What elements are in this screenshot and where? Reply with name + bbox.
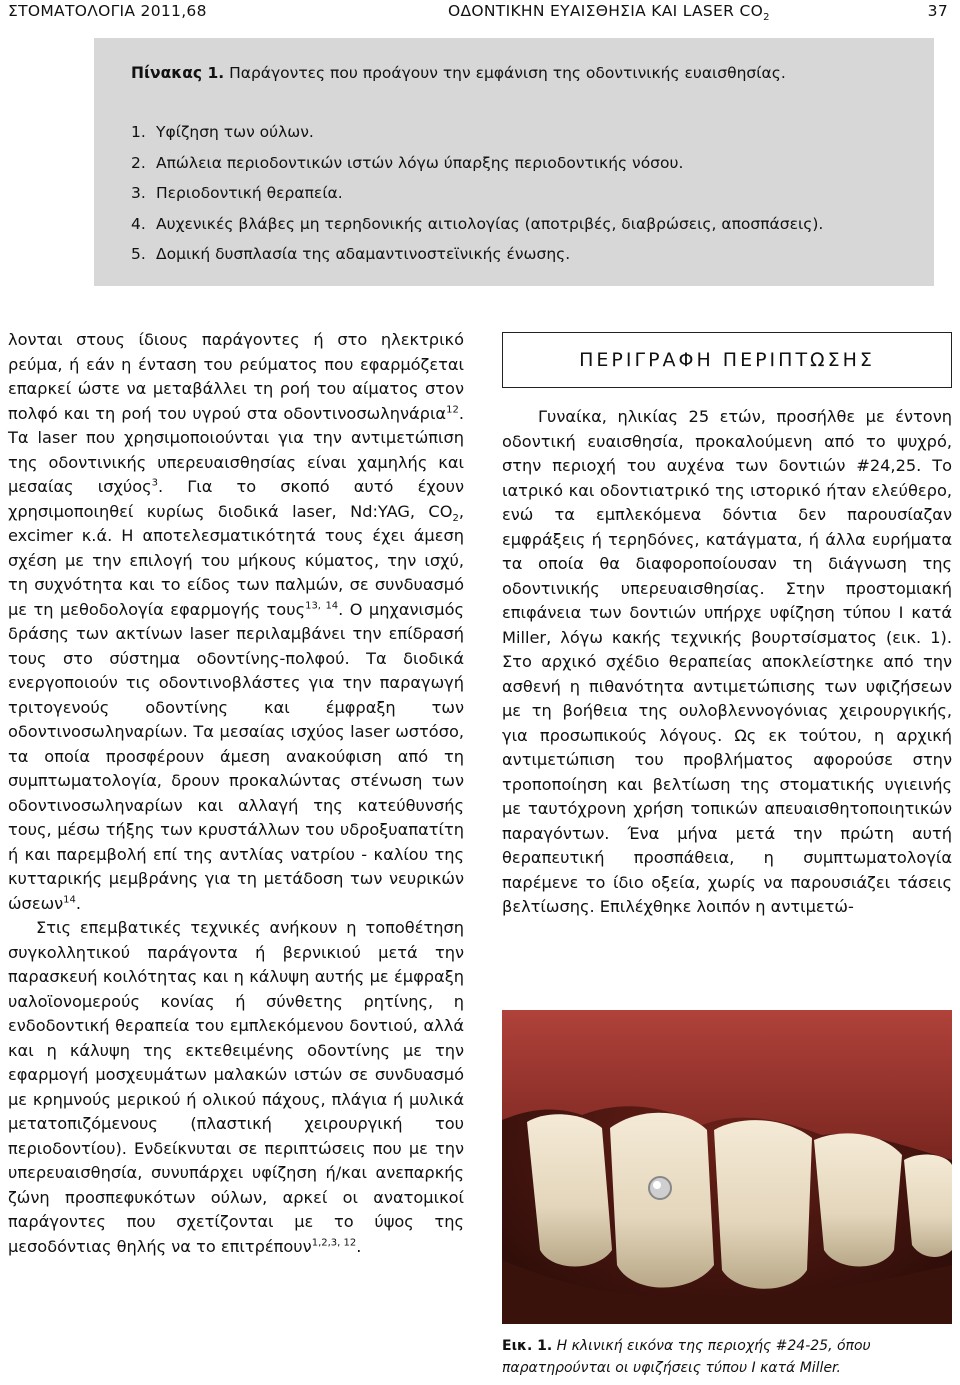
page-header [8, 2, 948, 24]
composite-marker [649, 1177, 671, 1199]
table-label: Πίνακας 1. [131, 64, 225, 82]
journal-name: ΣΤΟΜΑΤΟΛΟΓΙΑ 2011,68 [8, 2, 207, 20]
section-title: ΠΕΡΙΓΡΑΦΗ ΠΕΡΙΠΤΩΣΗΣ [579, 349, 875, 371]
tooth-shape [610, 1113, 714, 1288]
paragraph: Στις επεμβατικές τεχνικές ανήκουν η τοποθέτηση συγκολλητικού παράγοντα ή βερνικιού μετά την παρασκευή κοιλότητας και η κάλυψη αυτής με έμφραξη υαλοϊονομερούς κονίας ή σύνθετης ρητίνης, η ενδοδοντική θεραπεία του εμπλεκόμενου δοντιού, αλλά και η κάλυψη της εκτεθειμένης οδοντίνης με την εφαρμογή μοσχευμάτων μαλακών ιστών σε συνδυασμό με κρημνούς μερικού ή ολικού πάχους, πλάγια ή μυλικά μετατοπιζόμενους (πλαστική χειρουργική του περιοδοντίου). Ενδείκνυται σε περιπτώσεις που με την υπερευαισθησία, συνυπάρχει υφίζηση ή/και ανεπαρκής ζώνη προσπεφυκότων ούλων, αρκεί οι ανατομικοί παράγοντες που σχετίζονται με το ύψος της μεσοδόντιας θηλής να το επιτρέπουν$^{1,2,3, 12}$. [8, 918, 464, 1256]
clinical-photo-illustration [502, 1010, 952, 1324]
paragraph: λονται στους ίδιους παράγοντες ή στο ηλεκτρικό ρεύμα, ή εάν η ένταση του ρεύματος που εφαρμόζεται επαρκεί ώστε να μεταβάλλει τη ροή του αίματος στον πολφό και τη ροή του υγρού στα οδοντινοσωληνάρια$^{12}$. Τα laser που χρησιμοποιούνται για την αντιμετώπιση της οδοντινικής υπερευαισθησίας είναι χαμηλής και μεσαίας ισχύος$^3$. Για το σκοπό αυτό έχουν χρησιμοποιηθεί κυρίως διοδικά laser, Nd:YAG, $CO_2$, excimer κ.ά. Η αποτελεσματικότητά τους έχει άμεση σχέση με την επιλογή του μήκους κύματος, την ισχύ, τη συχνότητα και το είδος των παλμών, σε συνδυασμό με τη μεθοδολογία εφαρμογής τους$^{13, 14}$. Ο μηχανισμός δράσης των ακτίνων laser περιλαμβάνει την επίδρασή τους στο σύστημα οδοντίνης-πολφού. Τα διοδικά ενεργοποιούν τις οδοντινοβλάστες για την παραγωγή τριτογενούς οδοντίνης και έμφραξη των οδοντινοσωληναρίων. Τα μεσαίας ισχύος laser ωστόσο, τα οποία προσφέρουν άμεση ανακούφιση από τη συμπτωματολογία, δρουν προκαλώντας στένωση των οδοντινοσωληναρίων και αλλαγή της κατεύθυνσής τους, μέσω τήξης των κρυστάλλων του υδροξυαπατίτη ή και παρεμβολή επί της αντλίας νατρίου - καλίου της κυτταρικής μεμβράνης για τη μετάδοση των νευρικών ώσεων$^{14}$. [8, 330, 464, 913]
running-title: ΟΔΟΝΤΙΚΗΝ ΕΥΑΙΣΘΗΣΙΑ ΚΑΙ LASER $CO_2$ [448, 2, 770, 24]
paragraph: Γυναίκα, ηλικίας 25 ετών, προσήλθε με έντονη οδοντική ευαισθησία, προκαλούμενη από το ψυχρό, στην περιοχή του αυχένα των δοντιών #24,25. Το ιατρικό και οδοντιατρικό της ιστορικό ήταν ελεύθερο, ενώ τα εμπλεκόμενα δόντια δεν παρουσίαζαν εμφράξεις ή τερηδόνες, κατάγματα, ή άλλα ευρήματα τα οποία θα διαφοροποίουσαν τη διάγνωση της οδοντινικής υπερευαισθησίας. Στην προστομιακή επιφάνεια των δοντιών υπήρχε υφίζηση τύπου I κατά Miller, λόγω κακής τεχνικής βουρτσίσματος (εικ. 1). Στο αρχικό σχέδιο θεραπείας αποκλείστηκε από την ασθενή η πιθανότητα αντιμετώπισης των υφιζήσεων με τη βοήθεια της ουλοβλεννογόνιας χειρουργικής, για προσωπικούς λόγους. Ως εκ τούτου, η αρχική αντιμετώπιση του προβλήματος αφορούσε στην τροποποίηση και βελτίωση της στοματικής υγιεινής με ταυτόχρονη χρήση τοπικών απευαισθητοποιητικών παραγόντων. Ένα μήνα μετά την πρώτη αυτή θεραπευτική προσπάθεια, η συμπτωματολογία παρέμενε το ίδιο οξεία, χωρίς να παρουσιάζει τάσεις βελτίωσης. Επιλέχθηκε λοιπόν η αντιμετώ- [502, 407, 952, 916]
tooth-shape [714, 1120, 812, 1289]
table-caption: Παράγοντες που προάγουν την εμφάνιση της οδοντινικής ευαισθησίας. [229, 64, 786, 82]
section-heading-box [502, 332, 952, 388]
figure-label: Εικ. 1. [502, 1338, 553, 1354]
tooth-shape [527, 1114, 612, 1266]
tooth-shape [814, 1133, 902, 1266]
figure-caption-text: Η κλινική εικόνα της περιοχής #24-25, όπου παρατηρούνται οι υφιζήσεις τύπου I κατά Miller. [502, 1338, 871, 1376]
table-1-title [131, 64, 786, 82]
table-1-box: Πίνακας 1. Παράγοντες που προάγουν την εμφάνιση της οδοντινικής ευαισθησίας. 1. Υφίζηση των ούλων. 2. Απώλεια περιοδοντικών ιστών λόγω ύπαρξης περιοδοντικής νόσου. 3. Περιοδοντική θεραπεία. 4. Αυχενικές βλάβες μη τερηδονικής αιτιολογίας (αποτριβές, διαβρώσεις, αποσπάσεις). 5. Δομική δυσπλασία της αδαμαντινοστεϊνικής ένωσης. [94, 38, 934, 286]
right-column [502, 405, 952, 920]
left-column [8, 328, 464, 1259]
figure-caption [502, 1335, 957, 1379]
page-number: 37 [927, 2, 948, 20]
clinical-photo [502, 1010, 952, 1324]
